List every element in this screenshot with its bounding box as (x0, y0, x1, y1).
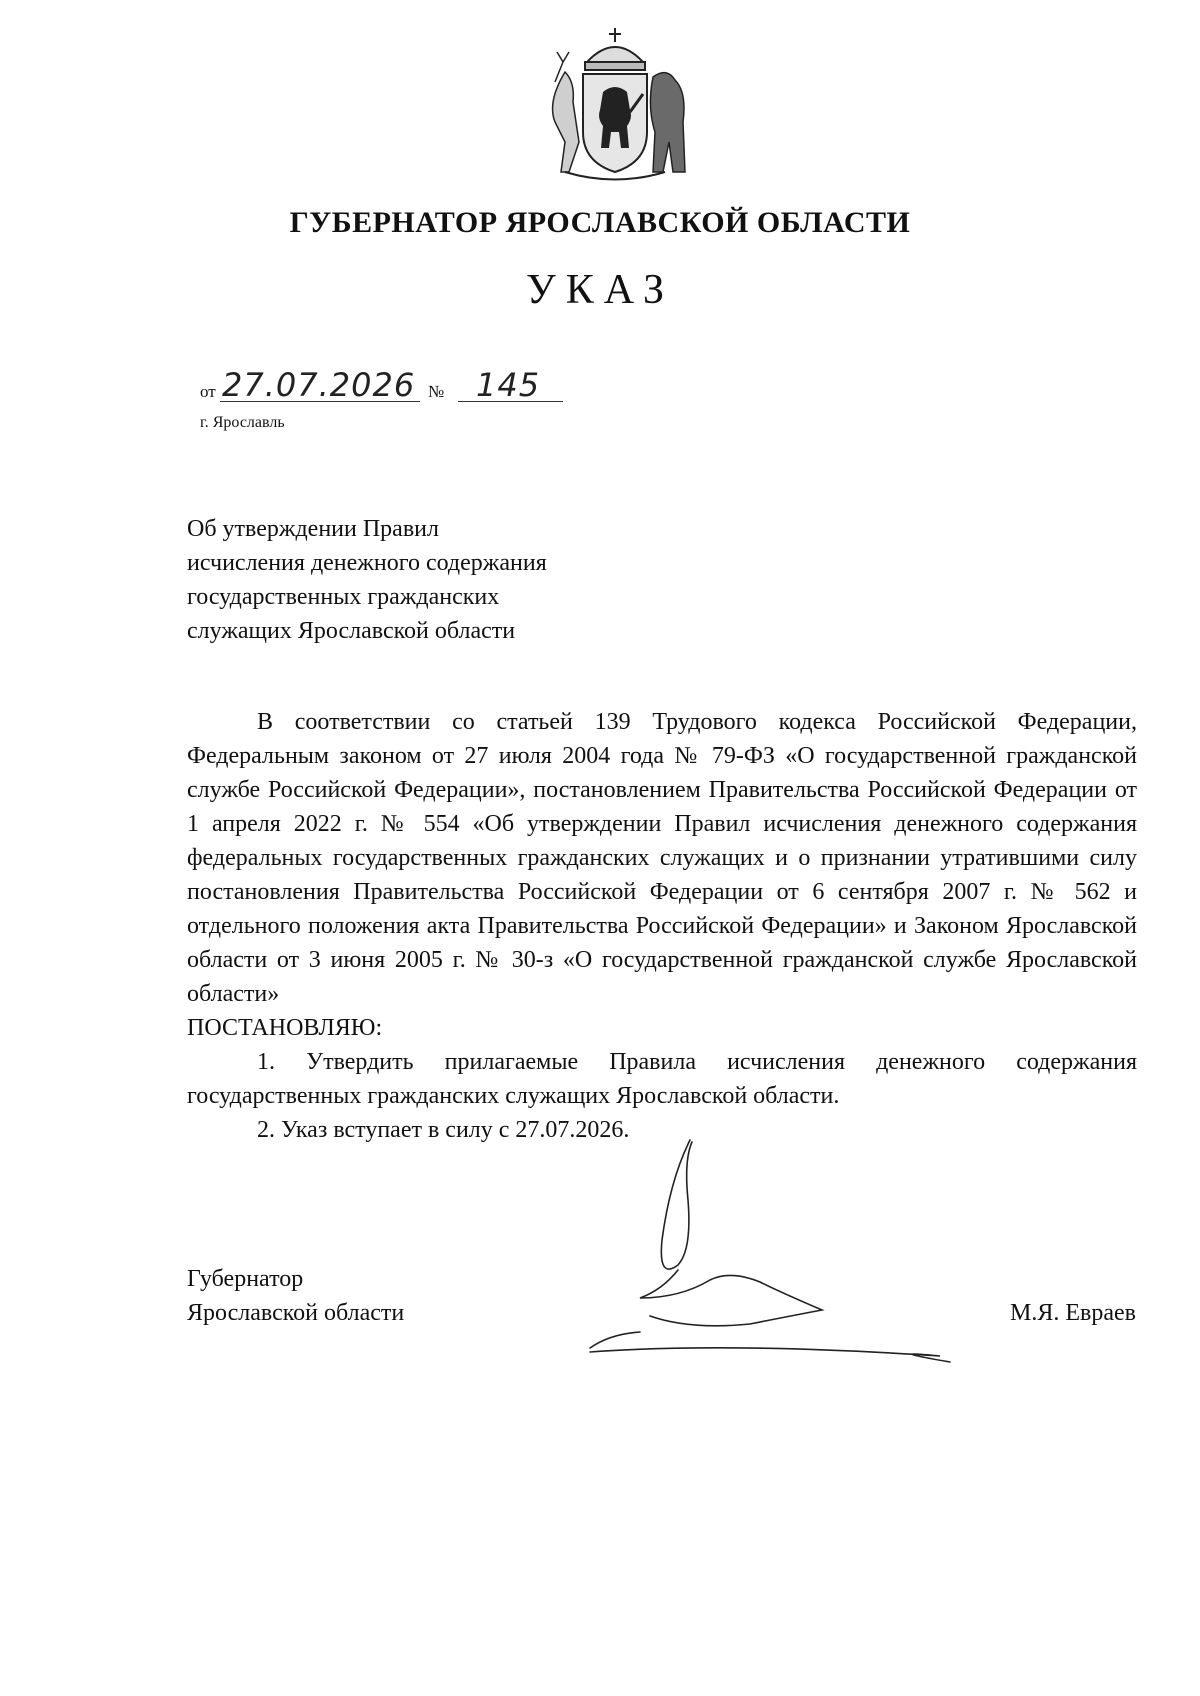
subject-line: Об утверждении Правил (187, 516, 439, 542)
signer-name: М.Я. Евраев (1010, 1300, 1136, 1326)
signer-position-line: Губернатор (187, 1266, 304, 1292)
signer-position-line: Ярославской области (187, 1300, 405, 1326)
signer-position (187, 1262, 404, 1330)
subject-line: государственных гражданских (187, 584, 500, 610)
document-body (187, 705, 1137, 1147)
registration-line (200, 358, 560, 408)
issuing-authority: ГУБЕРНАТОР ЯРОСЛАВСКОЙ ОБЛАСТИ (289, 206, 911, 239)
number-prefix: № (428, 382, 445, 401)
city: г. Ярославль (200, 414, 285, 431)
clause-2: 2. Указ вступает в силу с 27.07.2026. (257, 1117, 630, 1143)
resolution-word: ПОСТАНОВЛЯЮ: (187, 1015, 383, 1041)
handwritten-signature (580, 1120, 960, 1370)
document-subject (187, 512, 707, 648)
document-number: 145 (476, 366, 541, 404)
coat-of-arms-icon (535, 22, 695, 187)
subject-line: служащих Ярославской области (187, 618, 516, 644)
preamble: В соответствии со статьей 139 Трудового кодекса Российской Федерации, Федеральным законом от 27 июля 2004 года № 79-ФЗ «О государственной гражданской службе Российской Федерации», постановлением Правительства Российской Федерации от 1 апреля 2022 г. № 554 «Об утверждении Правил исчисления денежного содержания федеральных государственных гражданских служащих и о признании утратившими силу постановления Правительства Российской Федерации от 6 сентября 2007 г. № 562 и отдельного положения акта Правительства Российской Федерации» и Законом Ярославской области от 3 июня 2005 г. № 30-з «О государственной гражданской службе Ярославской области» (187, 709, 1137, 1007)
clause-1: 1. Утвердить прилагаемые Правила исчисления денежного содержания государственных гражданских служащих Ярославской области. (187, 1049, 1137, 1109)
date-prefix: от (200, 382, 216, 401)
document-date: 27.07.2026 (222, 366, 416, 404)
subject-line: исчисления денежного содержания (187, 550, 547, 576)
document-type: УКАЗ (525, 267, 675, 313)
